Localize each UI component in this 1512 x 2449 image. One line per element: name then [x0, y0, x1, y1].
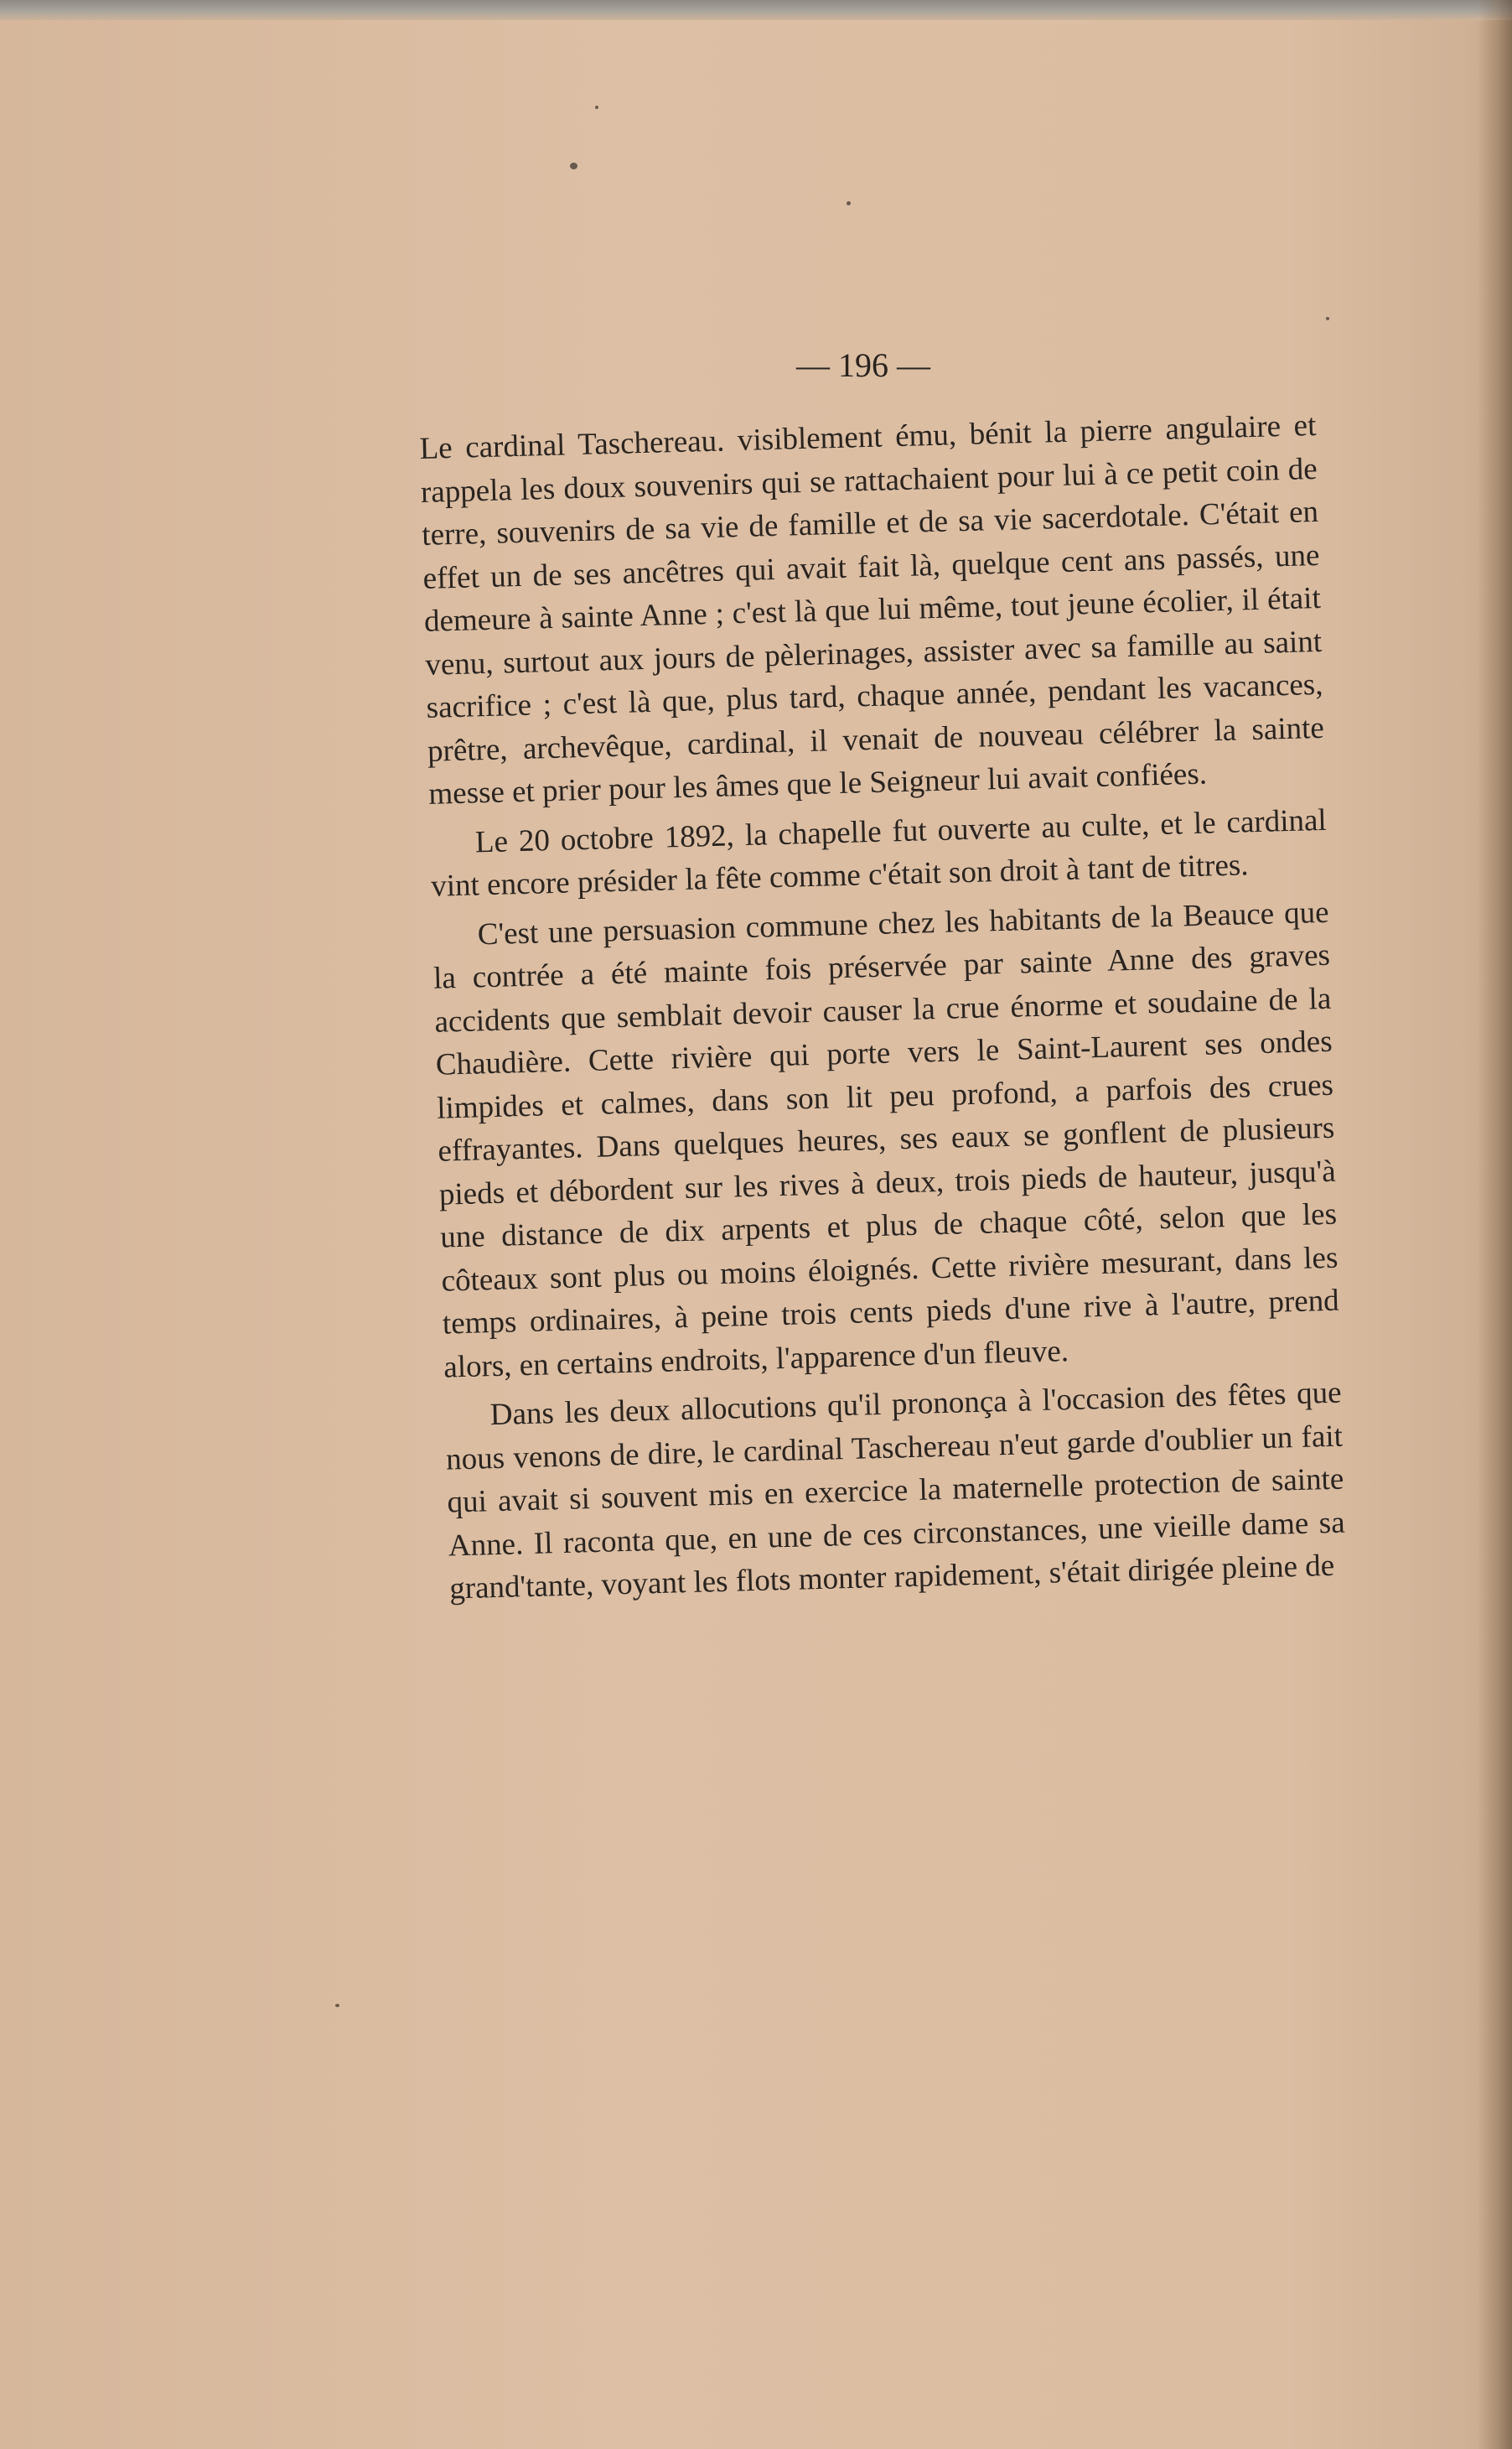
- paper-speck: [570, 163, 577, 169]
- page-top-edge: [0, 0, 1512, 20]
- page-number: — 196 —: [796, 346, 930, 384]
- paragraph: Le 20 octobre 1892, la chapelle fut ouverte au culte, et le cardinal vint encore présider la fête comme c'était son droit à tant de titres.: [430, 802, 1328, 904]
- paper-speck: [1326, 317, 1329, 320]
- paper-speck: [335, 2004, 339, 2007]
- paragraph: C'est une persuasion commune chez les habitants de la Beauce que la contrée a été mainte fois préservée par sainte Anne des graves accidents que semblait devoir causer la crue énorme et soudaine de la Chaudière. Cette rivière qui porte vers le Saint-Laurent ses ondes limpides et calmes, dans son lit peu profond, a parfois des crues effrayantes. Dans quelques heures, ses eaux se gonflent de plusieurs pieds et débordent sur les rives à deux, trois pieds de hauteur, jusqu'à une distance de dix arpents et plus de chaque côté, selon que les côteaux sont plus ou moins éloignés. Cette rivière mesurant, dans les temps ordinaires, à peine trois cents pieds d'une rive à l'autre, prend alors, en certains endroits, l'apparence d'un fleuve.: [432, 895, 1340, 1385]
- paragraph: Dans les deux allocutions qu'il prononça à l'occasion des fêtes que nous venons de dire, le cardinal Taschereau n'eut garde d'oublier un fait qui avait si souvent mis en exercice la maternelle protection de sainte Anne. Il raconta que, en une de ces circonstances, une vieille dame sa grand'tante, voyant les flots monter rapidement, s'était dirigée pleine de: [445, 1375, 1346, 1606]
- paragraph: Le cardinal Taschereau. visiblement ému, bénit la pierre angulaire et rappela les doux souvenirs qui se rattachaient pour lui à ce petit coin de terre, souvenirs de sa vie de famille et de sa vie sacerdotale. C'était en effet un de ses ancêtres qui avait fait là, quelque cent ans passés, une demeure à sainte Anne ; c'est là que lui même, tout jeune écolier, il était venu, surtout aux jours de pèlerinages, assister avec sa famille au saint sacrifice ; c'est là que, plus tard, chaque année, pendant les vacances, prêtre, archevêque, cardinal, il venait de nouveau célébrer la sainte messe et prier pour les âmes que le Seigneur lui avait confiées.: [419, 407, 1325, 812]
- paper-speck: [847, 201, 851, 205]
- paper-speck: [595, 106, 598, 109]
- body-text: [419, 404, 1347, 1616]
